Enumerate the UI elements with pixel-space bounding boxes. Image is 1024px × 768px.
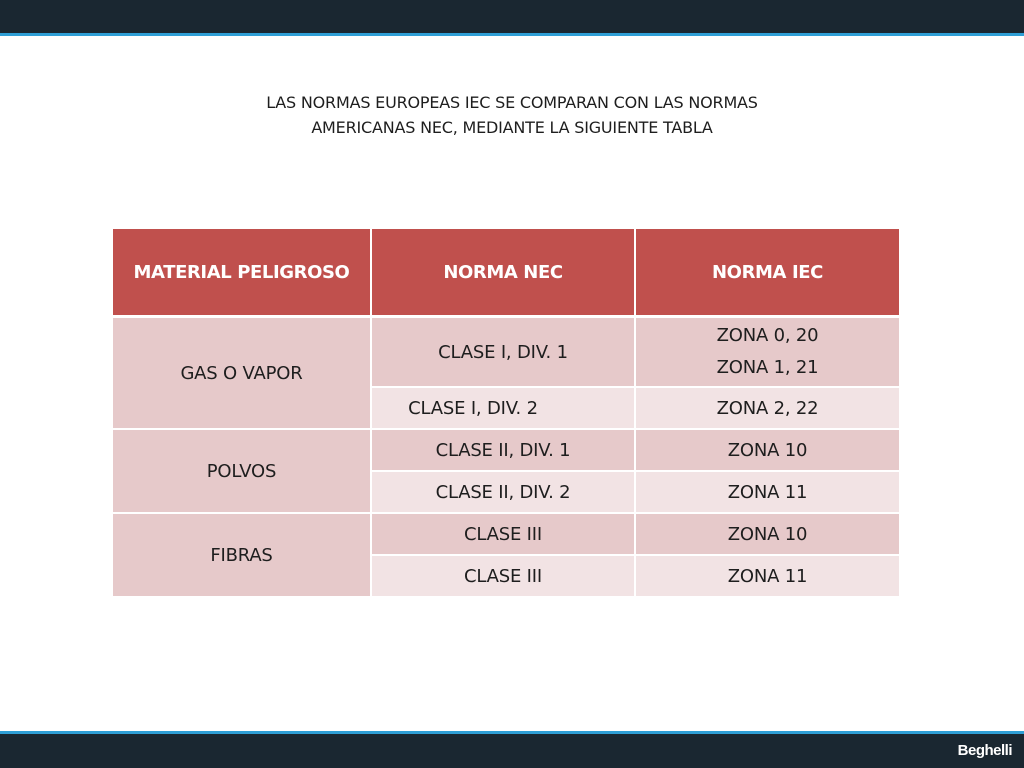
iec-cell: ZONA 2, 22 [635, 387, 899, 429]
top-bar [0, 0, 1024, 33]
nec-cell [371, 387, 635, 429]
slide-title-line-1: LAS NORMAS EUROPEAS IEC SE COMPARAN CON LAS NORMAS [266, 93, 758, 112]
iec-cell: ZONA 11 [635, 555, 899, 597]
iec-zone-line: ZONA 0, 20 [716, 325, 819, 346]
brand-logo: Beghelli [957, 742, 1012, 759]
table-header-row [113, 229, 899, 317]
slide-title-line-2: AMERICANAS NEC, MEDIANTE LA SIGUIENTE TABLA [311, 118, 713, 137]
nec-cell: CLASE I, DIV. 1 [371, 317, 635, 388]
nec-cell: CLASE III [371, 555, 635, 597]
table-row [113, 317, 899, 388]
table-row [113, 429, 899, 471]
header-iec: NORMA IEC [635, 229, 899, 317]
nec-cell: CLASE II, DIV. 1 [371, 429, 635, 471]
iec-cell [635, 317, 899, 388]
iec-cell: ZONA 10 [635, 513, 899, 555]
iec-zone-line: ZONA 1, 21 [716, 357, 819, 378]
material-cell: FIBRAS [113, 513, 371, 597]
nec-cell: CLASE III [371, 513, 635, 555]
slide-title [112, 90, 912, 140]
iec-cell: ZONA 11 [635, 471, 899, 513]
bottom-bar [0, 734, 1024, 768]
material-cell: GAS O VAPOR [113, 317, 371, 430]
nec-cell: CLASE II, DIV. 2 [371, 471, 635, 513]
header-material: MATERIAL PELIGROSO [113, 229, 371, 317]
comparison-table [113, 229, 899, 598]
nec-cell-text: CLASE I, DIV. 2 [408, 397, 538, 419]
table-row [113, 513, 899, 555]
material-cell: POLVOS [113, 429, 371, 513]
top-accent-line [0, 33, 1024, 36]
iec-cell: ZONA 10 [635, 429, 899, 471]
header-nec: NORMA NEC [371, 229, 635, 317]
